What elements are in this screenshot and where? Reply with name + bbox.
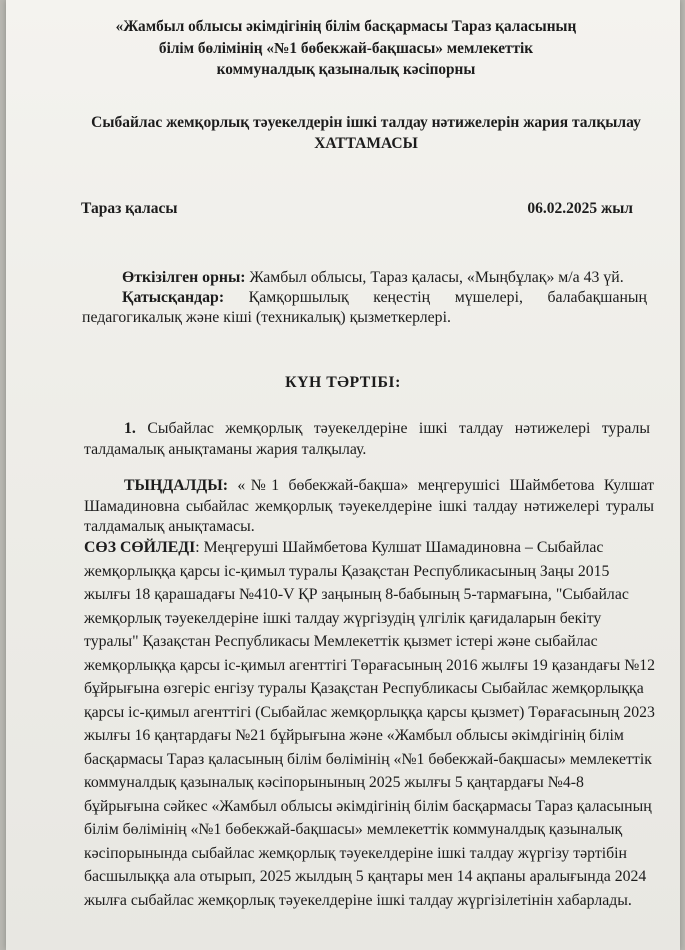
document-type-title: ХАТТАМАСЫ bbox=[314, 135, 418, 152]
spoke-line: бұйрығына сәйкес «Жамбыл облысы әкімдігінің білім басқармасы Тараз қаласының bbox=[84, 797, 652, 815]
spoke-line: жемқорлық тәуекелдеріне ішкі талдау жүргізудің үлгілік қағидаларын бекіту bbox=[84, 609, 602, 627]
header-line-1: «Жамбыл облысы әкімдігінің білім басқармасы Тараз қаласының bbox=[115, 18, 577, 35]
meeting-details bbox=[82, 268, 647, 328]
city: Тараз қаласы bbox=[81, 200, 178, 217]
agenda-item-text: Сыбайлас жемқорлық тәуекелдеріне ішкі талдау нәтижелері туралы талдамалық анықтаманы жария талқылау. bbox=[84, 420, 651, 458]
spoke-line: жылғы 18 қарашадағы №410-V ҚР заңының 8-бабының 5-тармағына, "Сыбайлас bbox=[84, 586, 629, 603]
venue-paragraph bbox=[82, 268, 647, 288]
spoke-label: СӨЗ СӨЙЛЕДІ bbox=[84, 539, 196, 556]
spoke-line: бұйрығына өзгеріс енгізу туралы Қазақстан Республикасы Сыбайлас жемқорлыққа bbox=[84, 680, 644, 697]
spoke-paragraph bbox=[84, 536, 662, 912]
agenda-item bbox=[84, 418, 650, 460]
spoke-line: коммуналдық қазыналық кәсіпорынының 2025 жылғы 5 қаңтардағы №4-8 bbox=[84, 774, 584, 791]
place-date-row bbox=[81, 200, 633, 218]
venue-value: Жамбыл облысы, Тараз қаласы, «Мыңбұлақ» м/а 43 үй. bbox=[249, 269, 624, 286]
participants-paragraph bbox=[82, 288, 647, 328]
document-subject bbox=[46, 112, 685, 154]
heard-label: ТЫҢДАЛДЫ: bbox=[124, 477, 229, 494]
header-line-3: коммуналдық қазыналық кәсіпорны bbox=[216, 61, 476, 78]
agenda-title: КҮН ТӘРТІБІ: bbox=[285, 374, 401, 391]
organization-header bbox=[46, 16, 646, 81]
header-line-2: білім бөлімінің «№1 бөбекжай-бақшасы» мемлекеттік bbox=[158, 39, 534, 57]
spoke-line: жылға сыбайлас жемқорлық тәуекелдеріне ішкі талдау жүргізілетінін хабарлады. bbox=[84, 891, 632, 909]
venue-label: Өткізілген орны: bbox=[122, 269, 246, 286]
heard-paragraph bbox=[84, 476, 654, 538]
subject-line: Сыбайлас жемқорлық тәуекелдерін ішкі талдау нәтижелерін жария талқылау bbox=[91, 114, 641, 131]
participants-label: Қатысқандар: bbox=[122, 289, 225, 306]
spoke-line: басшылыққа ала отырып, 2025 жылдың 5 қаңтары мен 14 ақпаны аралығында 2024 bbox=[84, 868, 647, 885]
heard-text: «№1 бөбекжай-бақша» меңгерушісі Шаймбетова Кулшат Шамадиновна сыбайлас жемқорлық тәуекелдеріне ішкі талдау нәтижелері туралы талдамалық анықтамасы. bbox=[84, 477, 654, 535]
spoke-line: жемқорлыққа қарсы іс-қимыл агенттігі Төрағасының 2016 жылғы 19 қазандағы №12 bbox=[84, 656, 656, 674]
spoke-line: қарсы іс-қимыл агенттігі (Сыбайлас жемқорлыққа қарсы қызмет) Төрағасының 2023 bbox=[84, 703, 655, 721]
spoke-line: кәсіпорынында сыбайлас жемқорлық тәуекелдеріне ішкі талдау жүргізу тәртібін bbox=[84, 844, 627, 862]
spoke-line: жылғы 16 қаңтардағы №21 бұйрығына және «Жамбыл облысы әкімдігінің білім bbox=[84, 727, 624, 744]
spoke-line: білім бөлімінің «№1 бөбекжай-бақшасы» мемлекеттік коммуналдық қазыналық bbox=[84, 821, 623, 838]
agenda-item-number: 1. bbox=[124, 420, 136, 437]
participants-value: Қамқоршылық кеңестің мүшелері, балабақшаның педагогикалық және кіші (техникалық) қызметкерлері. bbox=[82, 289, 647, 326]
date: 06.02.2025 жыл bbox=[527, 200, 633, 217]
spoke-line: туралы" Қазақстан Республикасы Мемлекеттік қызмет істері және сыбайлас bbox=[84, 633, 598, 650]
document-page bbox=[6, 0, 680, 950]
spoke-line: СӨЗ СӨЙЛЕДІ: Меңгеруші Шаймбетова Кулшат Шамадиновна – Сыбайлас bbox=[84, 539, 604, 556]
spoke-line: жемқорлыққа қарсы іс-қимыл туралы Қазақстан Республикасының Заңы 2015 bbox=[84, 562, 610, 580]
spoke-line: басқармасы Тараз қаласының білім бөлімінің «№1 бөбекжай-бақшасы» мемлекеттік bbox=[84, 750, 652, 768]
